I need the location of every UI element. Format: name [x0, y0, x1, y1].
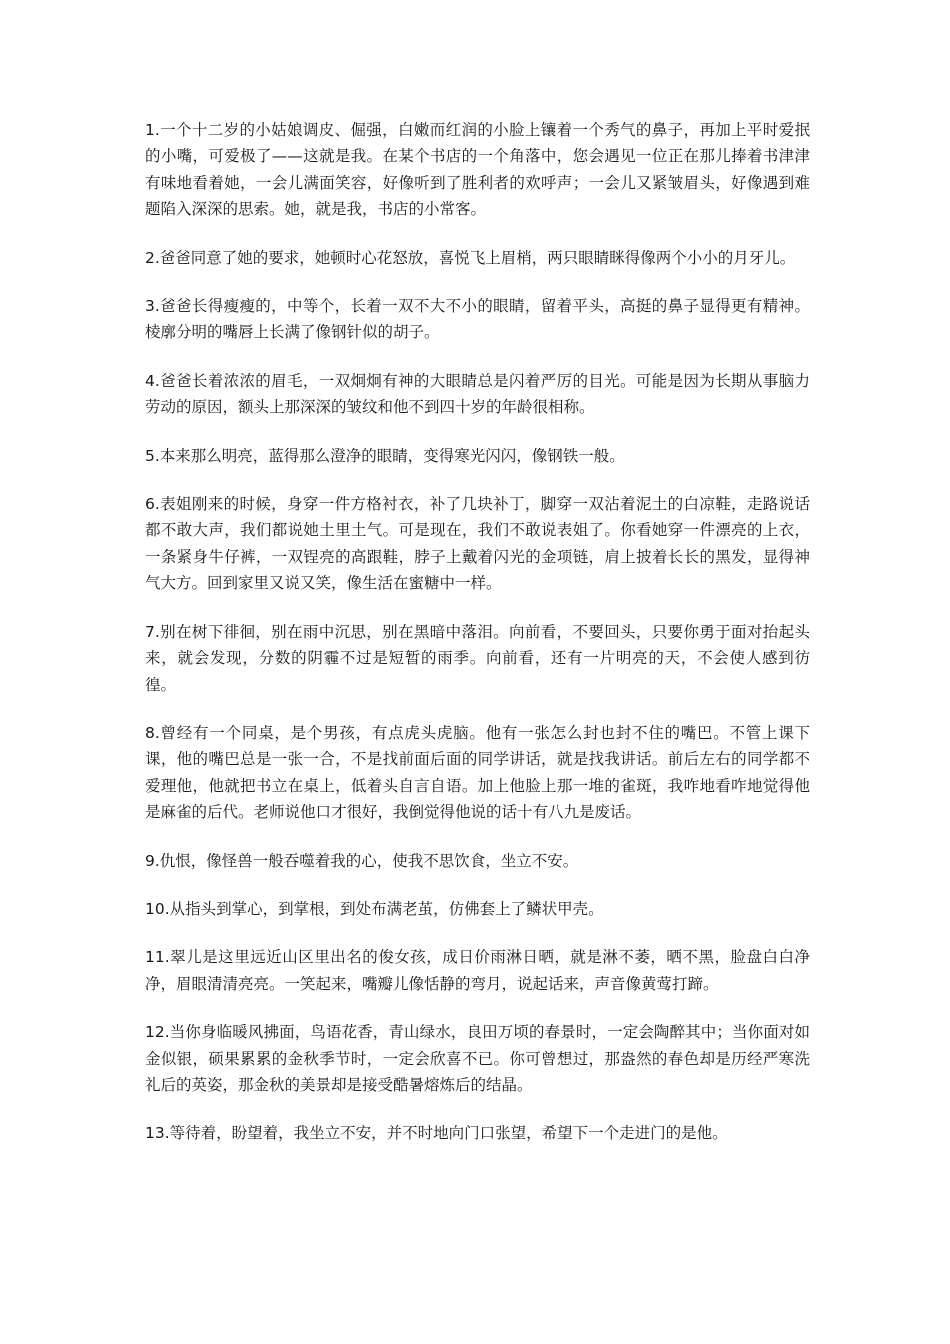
- paragraph-4: 4.爸爸长着浓浓的眉毛，一双炯炯有神的大眼睛总是闪着严厉的目光。可能是因为长期从事脑力劳动的原因，额头上那深深的皱纹和他不到四十岁的年龄很相称。: [145, 371, 810, 417]
- paragraph-7: 7.别在树下徘徊，别在雨中沉思，别在黑暗中落泪。向前看，不要回头，只要你勇于面对抬起头来，就会发现，分数的阴霾不过是短暂的雨季。向前看，还有一片明亮的天，不会使人感到彷徨。: [145, 622, 810, 694]
- paragraph-13: 13.等待着，盼望着，我坐立不安，并不时地向门口张望，希望下一个走进门的是他。: [145, 1124, 728, 1143]
- paragraph-1: 1.一个十二岁的小姑娘调皮、倔强，白嫩而红润的小脸上镶着一个秀气的鼻子，再加上平时爱抿的小嘴，可爱极了——这就是我。在某个书店的一个角落中，您会遇见一位正在那儿捧着书津津有味地看着她，一会儿满面笑容，好像听到了胜利者的欢呼声；一会儿又紧皱眉头，好像遇到难题陷入深深的思索。她，就是我，书店的小常客。: [145, 121, 810, 219]
- paragraph-11: 11.翠儿是这里远近山区里出名的俊女孩，成日价雨淋日晒，就是淋不萎，晒不黑，脸盘白白净净，眉眼清清亮亮。一笑起来，嘴瓣儿像恬静的弯月，说起话来，声音像黄莺打蹄。: [145, 948, 810, 993]
- paragraph-6: 6.表姐刚来的时候，身穿一件方格衬衣，补了几块补丁，脚穿一双沾着泥土的白凉鞋，走路说话都不敢大声，我们都说她土里土气。可是现在，我们不敢说表姐了。你看她穿一件漂亮的上衣，一条紧身牛仔裤，一双锃亮的高跟鞋，脖子上戴着闪光的金项链，肩上披着长长的黑发，显得神气大方。回到家里又说又笑，像生活在蜜糖中一样。: [145, 495, 810, 593]
- paragraph-5: 5.本来那么明亮，蓝得那么澄净的眼睛，变得寒光闪闪，像钢铁一般。: [145, 446, 625, 465]
- paragraph-10: 10.从指头到掌心，到掌根，到处布满老茧，仿佛套上了鳞状甲壳。: [145, 899, 604, 918]
- document-body: [145, 117, 810, 1169]
- paragraph-12: 12.当你身临暖风拂面，鸟语花香，青山绿水，良田万顷的春景时，一定会陶醉其中；当你面对如金似银，硕果累累的金秋季节时，一定会欣喜不已。你可曾想过，那盎然的春色却是历经严寒洗礼后的英姿，那金秋的美景却是接受酷暑熔炼后的结晶。: [145, 1023, 810, 1094]
- paragraph-9: 9.仇恨，像怪兽一般吞噬着我的心，使我不思饮食，坐立不安。: [145, 851, 579, 870]
- paragraph-3: 3.爸爸长得瘦瘦的，中等个，长着一双不大不小的眼睛，留着平头，高挺的鼻子显得更有精神。棱廓分明的嘴唇上长满了像钢针似的胡子。: [145, 297, 810, 342]
- paragraph-2: 2.爸爸同意了她的要求，她顿时心花怒放，喜悦飞上眉梢，两只眼睛眯得像两个小小的月牙儿。: [145, 248, 796, 267]
- paragraph-8: 8.曾经有一个同桌，是个男孩，有点虎头虎脑。他有一张怎么封也封不住的嘴巴。不管上课下课，他的嘴巴总是一张一合，不是找前面后面的同学讲话，就是找我讲话。前后左右的同学都不爱理他，他就把书立在桌上，低着头自言自语。加上他脸上那一堆的雀斑，我咋地看咋地觉得他是麻雀的后代。老师说他口才很好，我倒觉得他说的话十有八九是废话。: [145, 723, 810, 822]
